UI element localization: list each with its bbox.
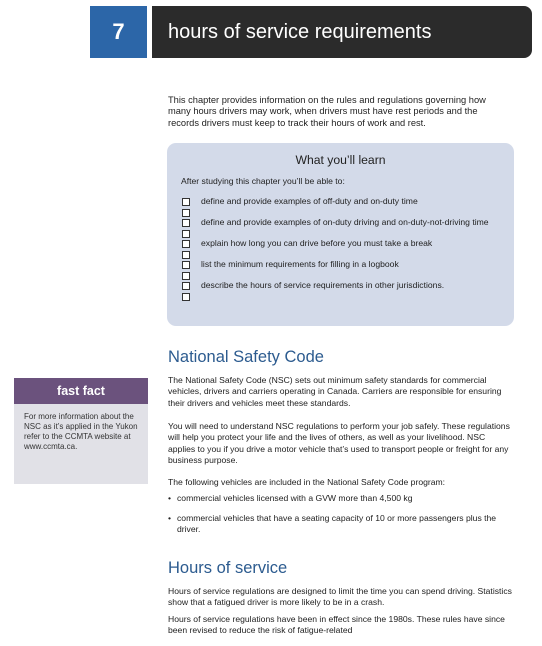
learn-heading: What you’ll learn [295, 153, 386, 167]
learn-item-text: list the minimum requirements for filling in a logbook [201, 259, 399, 269]
bullet-icon: • [168, 513, 172, 523]
nsc-bullet [168, 493, 521, 504]
checkbox-icon [182, 240, 198, 248]
intro-paragraph: This chapter provides information on the rules and regulations governing how many hours drivers may work, when drivers must have rest periods and the records drivers must keep to track their hours of work and rest. [168, 95, 486, 128]
nsc-paragraph-2: You will need to understand NSC regulations to perform your job safely. These regulations will help you protect your life and the lives of others, as well as your livelihood. NSC applies to you if you drive a motor vehicle that’s used to transport people or freight for any business purpose. [168, 421, 510, 465]
learn-item [181, 259, 500, 270]
checkbox-icon [182, 198, 198, 206]
hos-heading: Hours of service [168, 559, 288, 577]
fast-fact-heading: fast fact [14, 378, 148, 404]
learn-item [181, 217, 500, 228]
learn-lead: After studying this chapter you’ll be able to: [181, 176, 345, 186]
learn-box [167, 143, 514, 326]
learn-item-text: define and provide examples of off-duty and on-duty time [201, 196, 418, 206]
learn-item-text: explain how long you can drive before you must take a break [201, 238, 433, 248]
nsc-paragraph-3: The following vehicles are included in the National Safety Code program: [168, 477, 446, 487]
bullet-icon: • [168, 493, 172, 503]
learn-item [181, 196, 500, 207]
nsc-bullet [168, 513, 521, 536]
checkbox-icon [182, 282, 198, 290]
chapter-title-bar [152, 6, 532, 58]
chapter-title: hours of service requirements [168, 20, 432, 43]
learn-item-text: describe the hours of service requirements in other jurisdictions. [201, 280, 445, 290]
learn-item [181, 280, 500, 291]
chapter-number: 7 [112, 19, 125, 44]
checkbox-icon [182, 219, 198, 227]
learn-list [181, 196, 500, 291]
chapter-number-box [90, 6, 147, 58]
nsc-paragraph-1: The National Safety Code (NSC) sets out minimum safety standards for commercial vehicles, drivers and carriers operating in Canada. Carriers are responsible for ensuring their drivers and vehicles meet these standards. [168, 375, 502, 408]
nsc-bullet-text: commercial vehicles licensed with a GVW more than 4,500 kg [177, 493, 413, 503]
learn-item-text: define and provide examples of on-duty driving and on-duty-not-driving time [201, 217, 489, 227]
fast-fact-body: For more information about the NSC as it’s applied in the Yukon refer to the CCMTA website at www.ccmta.ca. [24, 412, 138, 451]
hos-paragraph-2: Hours of service regulations have been in effect since the 1980s. These rules have since been revised to reduce the risk of fatigue-related [168, 614, 505, 636]
nsc-bullet-text: commercial vehicles that have a seating capacity of 10 or more passengers plus the driver. [177, 513, 497, 535]
hos-paragraph-1: Hours of service regulations are designed to limit the time you can spend driving. Statistics show that a fatigued driver is more likely to be in a crash. [168, 586, 512, 608]
learn-item [181, 238, 500, 249]
fast-fact-box [14, 378, 148, 484]
nsc-heading: National Safety Code [168, 348, 324, 366]
checkbox-icon [182, 261, 198, 269]
